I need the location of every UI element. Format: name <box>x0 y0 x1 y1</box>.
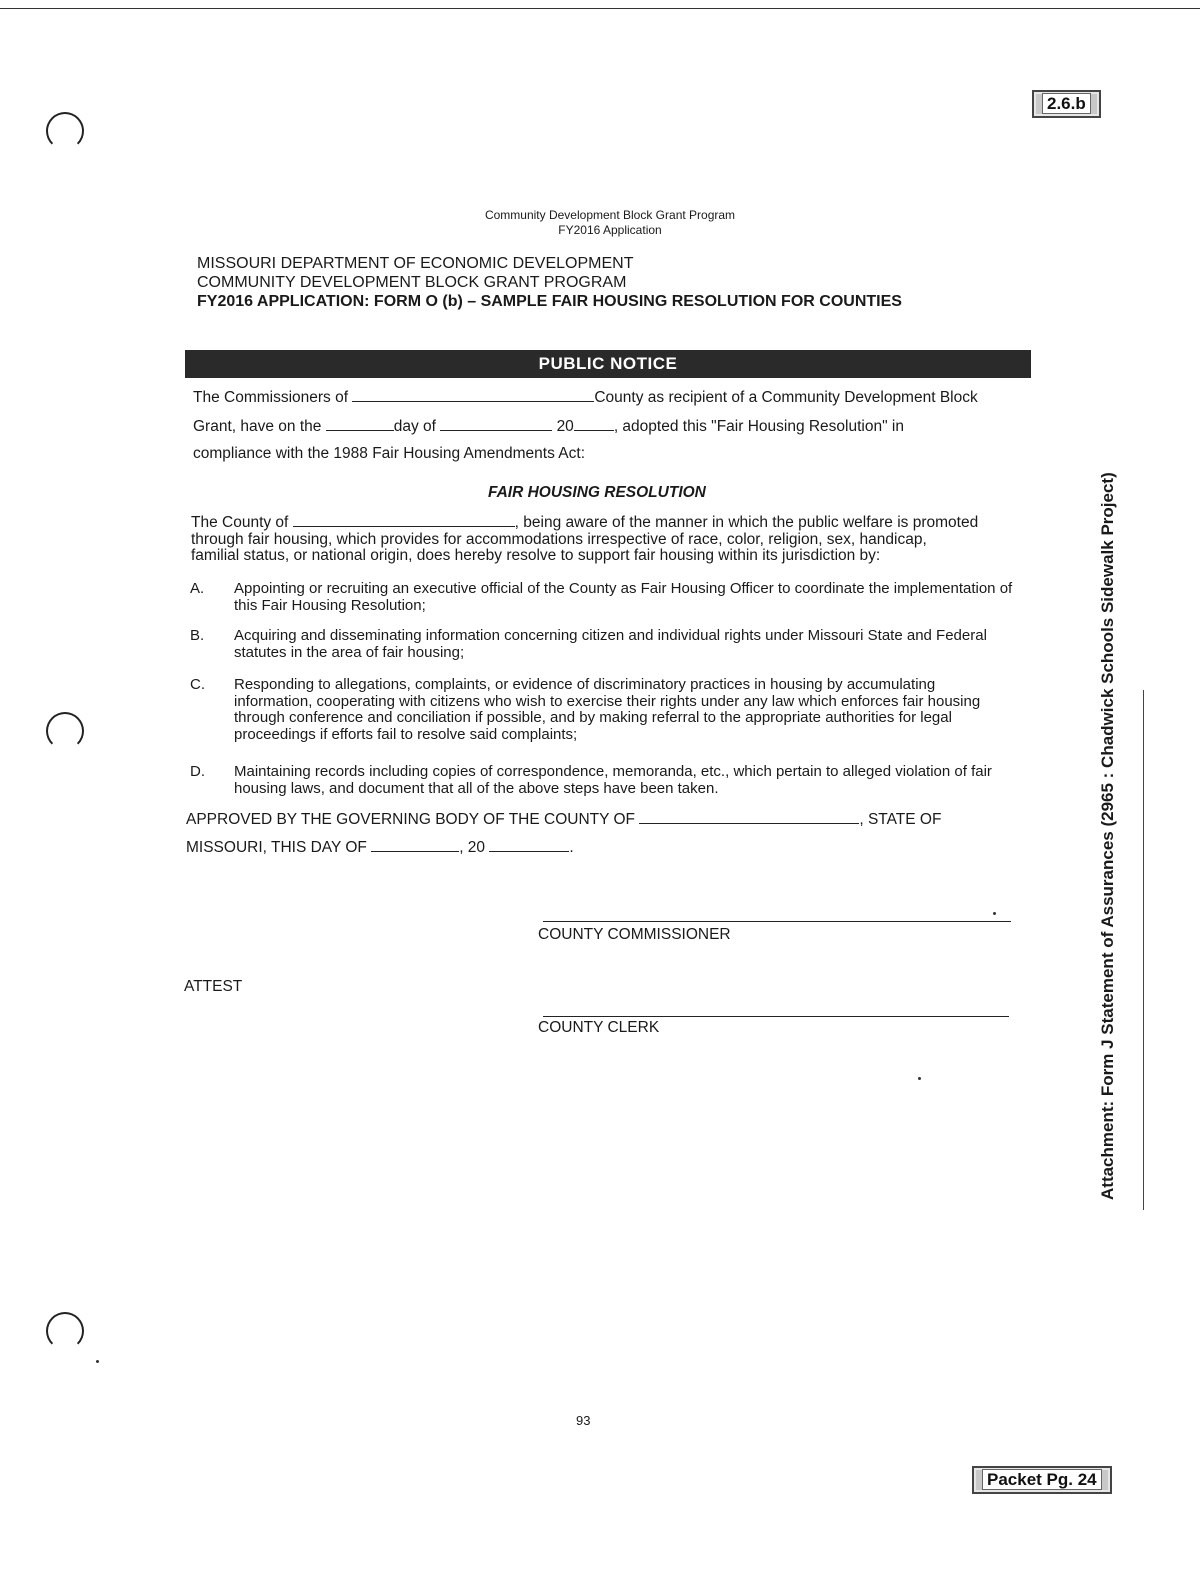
approved-text: . <box>569 839 574 856</box>
approved-line-1 <box>186 809 941 829</box>
public-notice-bar: PUBLIC NOTICE <box>185 350 1031 378</box>
top-edge-line <box>0 8 1200 9</box>
clerk-label: COUNTY CLERK <box>538 1019 660 1036</box>
year-blank[interactable] <box>574 416 614 431</box>
item-letter: D. <box>190 763 205 780</box>
approved-line-2 <box>186 837 574 857</box>
intro-text: day of <box>393 418 436 435</box>
scan-speck <box>918 1077 921 1080</box>
application-year: FY2016 Application <box>558 223 662 237</box>
program-title: COMMUNITY DEVELOPMENT BLOCK GRANT PROGRAM <box>197 274 627 291</box>
approved-year-blank[interactable] <box>489 837 569 852</box>
binder-hole-icon <box>46 112 84 150</box>
resolution-text: , being aware of the manner in which the public welfare is promoted <box>514 514 979 531</box>
scan-edge-line <box>1143 690 1144 1210</box>
clerk-signature-line[interactable] <box>543 1016 1009 1017</box>
program-name: Community Development Block Grant Program <box>484 208 736 222</box>
approved-day-blank[interactable] <box>371 837 459 852</box>
intro-text: , adopted this "Fair Housing Resolution" in <box>613 418 904 435</box>
approved-text: , STATE OF <box>859 811 942 828</box>
item-text: Responding to allegations, complaints, or evidence of discriminatory practices in housing by accumulating information, cooperating with citizens who wish to exercise their rights under any law which enforces fair housing through conference and conciliation if possible, and by making referral to the appropriate authorities for legal proceedings if efforts fail to resolve said complaints; <box>234 676 981 743</box>
item-text: Maintaining records including copies of correspondence, memoranda, etc., which pertain to alleged violation of fair housing laws, and document that all of the above steps have been taken. <box>234 763 992 797</box>
packet-page-label: Packet Pg. 24 <box>982 1469 1102 1490</box>
binder-hole-icon <box>46 1312 84 1350</box>
day-blank[interactable] <box>326 416 394 431</box>
intro-text: The Commissioners of <box>193 389 349 406</box>
intro-text: 20 <box>556 418 574 435</box>
intro-text: Grant, have on the <box>193 418 322 435</box>
item-letter: A. <box>190 580 205 597</box>
packet-page-tag <box>972 1466 1112 1494</box>
page-number: 93 <box>576 1413 591 1428</box>
approved-text: APPROVED BY THE GOVERNING BODY OF THE COUNTY OF <box>186 811 636 828</box>
scan-speck <box>993 912 996 915</box>
resolution-text: The County of <box>191 514 289 531</box>
item-letter: B. <box>190 627 205 644</box>
item-text: Acquiring and disseminating information concerning citizen and individual rights under Missouri State and Federal statutes in the area of fair housing; <box>234 627 987 661</box>
form-title: FY2016 APPLICATION: FORM O (b) – SAMPLE FAIR HOUSING RESOLUTION FOR COUNTIES <box>197 293 902 310</box>
scan-speck <box>96 1360 99 1363</box>
attachment-tag-label: 2.6.b <box>1042 93 1091 114</box>
department-heading <box>197 254 902 311</box>
attachment-tag <box>1032 90 1101 118</box>
resolution-text: through fair housing, which provides for accommodations irrespective of race, color, religion, sex, handicap, <box>191 530 927 548</box>
approved-text: , 20 <box>459 839 486 856</box>
department-name: MISSOURI DEPARTMENT OF ECONOMIC DEVELOPMENT <box>197 255 634 272</box>
attest-label: ATTEST <box>184 978 243 995</box>
resolution-text: familial status, or national origin, does hereby resolve to support fair housing within its jurisdiction by: <box>191 547 881 564</box>
resolution-paragraph <box>191 512 1031 565</box>
attachment-side-label: Attachment: Form J Statement of Assurances (2965 : Chadwick Schools Sidewalk Project) <box>1098 472 1117 1200</box>
intro-line-2 <box>193 416 904 436</box>
county-blank[interactable] <box>293 512 515 527</box>
intro-text: County as recipient of a Community Development Block <box>594 389 978 406</box>
county-name-blank[interactable] <box>352 387 594 402</box>
program-header <box>310 208 910 238</box>
intro-line-1 <box>193 387 978 407</box>
intro-line-3: compliance with the 1988 Fair Housing Amendments Act: <box>193 445 586 462</box>
month-blank[interactable] <box>440 416 552 431</box>
approved-text: MISSOURI, THIS DAY OF <box>186 839 367 856</box>
item-letter: C. <box>190 676 205 693</box>
resolution-heading: FAIR HOUSING RESOLUTION <box>488 484 706 501</box>
commissioner-signature-line[interactable] <box>543 921 1011 922</box>
commissioner-label: COUNTY COMMISSIONER <box>538 926 731 943</box>
binder-hole-icon <box>46 712 84 750</box>
approved-county-blank[interactable] <box>639 809 859 824</box>
item-text: Appointing or recruiting an executive official of the County as Fair Housing Officer to coordinate the implementation of this Fair Housing Resolution; <box>234 580 1013 614</box>
